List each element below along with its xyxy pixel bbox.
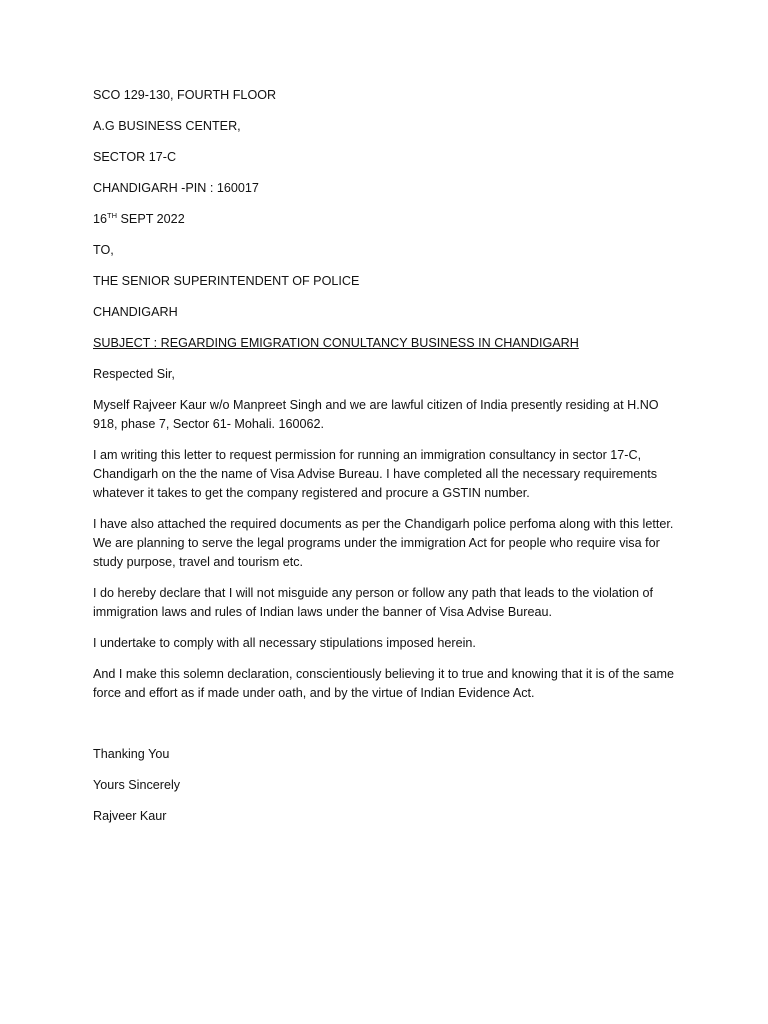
date-suffix: TH — [107, 210, 118, 220]
date-rest: SEPT 2022 — [117, 212, 185, 226]
sender-address-line-3: SECTOR 17-C — [93, 150, 177, 164]
body-paragraph-4: I do hereby declare that I will not misguide any person or follow any path that leads to the violation of immigration laws and rules of Indian laws under the banner of Visa Advise Bureau. — [93, 586, 654, 619]
body-paragraph-2: I am writing this letter to request permission for running an immigration consultancy in sector 17-C, Chandigarh on the the name of Visa Advise Bureau. I have completed all the necessary requirements whatever it takes to get the company registered and procure a GSTIN number. — [93, 448, 658, 500]
sender-address-line-1: SCO 129-130, FOURTH FLOOR — [93, 88, 277, 102]
body-paragraph-1: Myself Rajveer Kaur w/o Manpreet Singh and we are lawful citizen of India presently residing at H.NO 918, phase 7, Sector 61- Mohali. 160062. — [93, 398, 659, 431]
recipient-line-2: CHANDIGARH — [93, 305, 178, 319]
signatory-name: Rajveer Kaur — [93, 809, 167, 823]
body-paragraph-3: I have also attached the required documents as per the Chandigarh police perfoma along with this letter. We are planning to serve the legal programs under the immigration Act for people who require visa for study purpose, travel and tourism etc. — [93, 517, 674, 569]
recipient-line-1: THE SENIOR SUPERINTENDENT OF POLICE — [93, 274, 360, 288]
body-paragraph-6: And I make this solemn declaration, conscientiously believing it to true and knowing that it is of the same force and effort as if made under oath, and by the virtue of Indian Evidence Act. — [93, 667, 675, 700]
closing-sign-off: Yours Sincerely — [93, 778, 181, 792]
closing-spacer — [93, 715, 676, 745]
subject-line: SUBJECT : REGARDING EMIGRATION CONULTANCY BUSINESS IN CHANDIGARH — [93, 336, 579, 350]
body-paragraph-5: I undertake to comply with all necessary stipulations imposed herein. — [93, 636, 476, 650]
sender-address-line-4: CHANDIGARH -PIN : 160017 — [93, 181, 259, 195]
letter-date — [93, 210, 676, 229]
closing-thanks: Thanking You — [93, 747, 170, 761]
date-day: 16 — [93, 212, 108, 226]
salutation: Respected Sir, — [93, 367, 175, 381]
to-label: TO, — [93, 243, 114, 257]
sender-address-line-2: A.G BUSINESS CENTER, — [93, 119, 241, 133]
